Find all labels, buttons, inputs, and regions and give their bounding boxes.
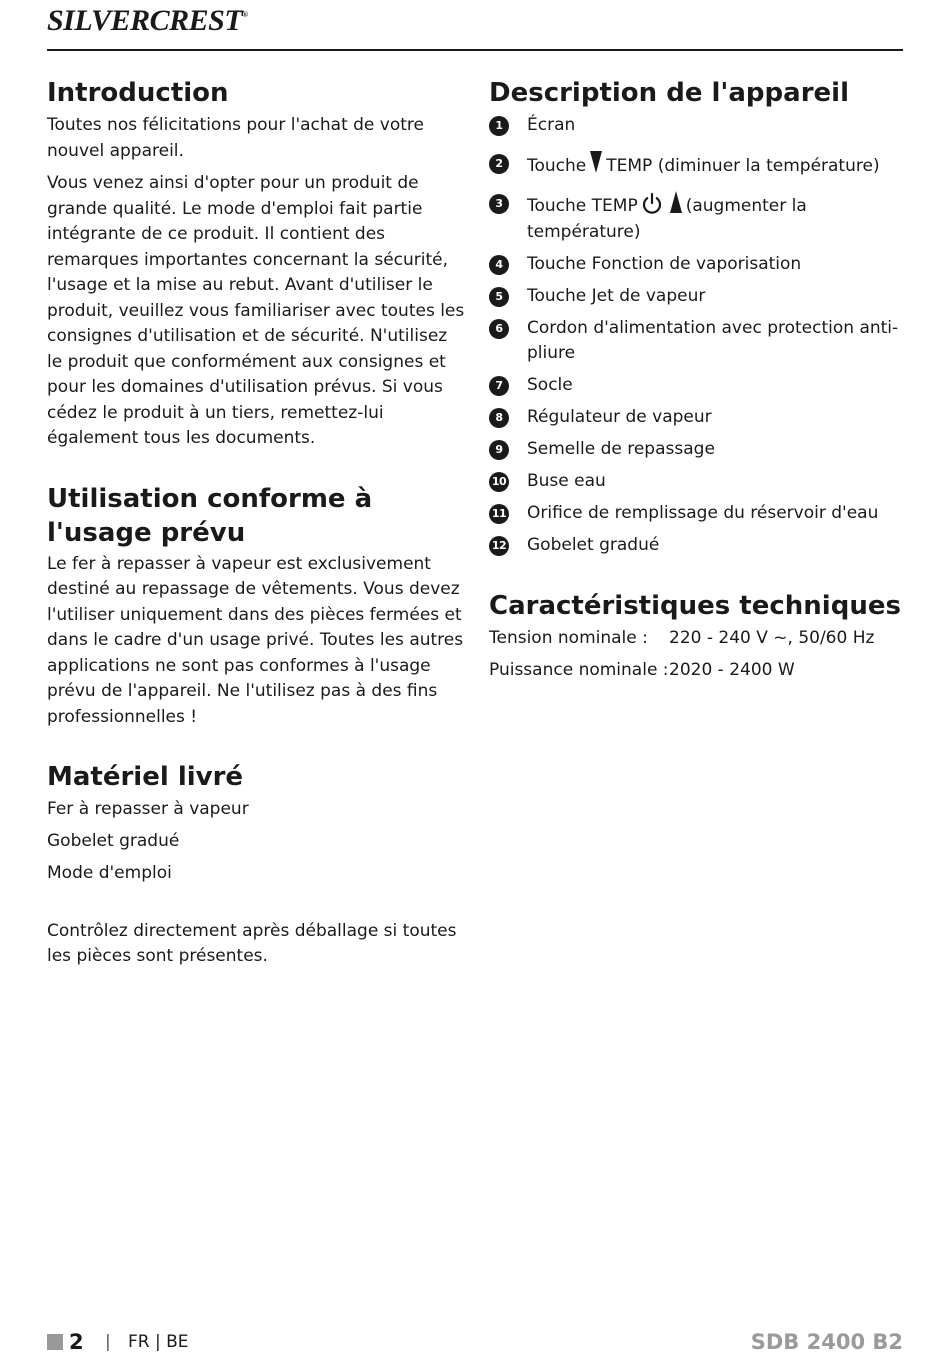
parts-list — [489, 113, 904, 559]
part-number: 1 — [489, 116, 509, 136]
page-number: 2 — [69, 1330, 84, 1354]
part-item — [489, 437, 904, 463]
delivered-item: Gobelet gradué — [47, 831, 180, 851]
part-item — [489, 252, 904, 278]
spec-value: 220 - 240 V ~, 50/60 Hz — [669, 627, 875, 648]
part-label-pre: Touche TEMP — [527, 196, 638, 216]
spec-row — [489, 658, 904, 684]
part-number: 2 — [489, 154, 509, 174]
part-item — [489, 191, 904, 245]
part-item — [489, 373, 904, 399]
spec-label: Puissance nominale : — [489, 659, 669, 680]
part-item — [489, 533, 904, 559]
part-item — [489, 113, 904, 139]
delivered-heading: Matériel livré — [47, 762, 244, 792]
part-label: Orifice de remplissage du réservoir d'eau — [527, 503, 879, 523]
part-label: Gobelet gradué — [527, 535, 660, 555]
part-number: 6 — [489, 319, 509, 339]
part-number: 5 — [489, 287, 509, 307]
part-number: 12 — [489, 536, 509, 556]
part-number: 9 — [489, 440, 509, 460]
brand-name: SILVERCREST — [47, 4, 243, 37]
spec-value: 2020 - 2400 W — [669, 659, 795, 680]
model-number: SDB 2400 B2 — [750, 1330, 903, 1354]
part-label: Buse eau — [527, 471, 606, 491]
part-number: 7 — [489, 376, 509, 396]
spec-label: Tension nominale : — [489, 627, 648, 648]
part-item — [489, 316, 904, 367]
part-number: 8 — [489, 408, 509, 428]
part-label-post: (augmenter la température) — [527, 196, 807, 242]
triangle-down-icon — [590, 151, 602, 173]
part-label: Régulateur de vapeur — [527, 407, 712, 427]
brand-logo — [47, 4, 248, 38]
footer-separator: | — [105, 1332, 111, 1352]
part-item — [489, 501, 904, 527]
part-label: Socle — [527, 375, 573, 395]
part-number: 10 — [489, 472, 509, 492]
registered-mark: ® — [242, 10, 248, 19]
intro-paragraph-2: Vous venez ainsi d'opter pour un produit de grande qualité. Le mode d'emploi fait partie intégrante de ce produit. Il contient des remarques importantes concernant la sécurité, l'usage et la mise au rebut. Avant d'utiliser le produit, veuillez vous familiariser avec toutes les consignes d'utilisation et de sécurité. N'utilisez le produit que conformément aux consignes et pour les domaines d'utilisation prévus. Si vous cédez le produit à un tiers, remettez-lui également tous les documents. — [47, 173, 465, 448]
header-rule — [47, 49, 903, 51]
part-label-pre: Touche — [527, 155, 587, 176]
delivered-note: Contrôlez directement après déballage si toutes les pièces sont présentes. — [47, 920, 457, 966]
part-number: 3 — [489, 194, 509, 214]
part-item — [489, 151, 904, 180]
intro-heading: Introduction — [47, 78, 229, 108]
part-label: Touche Jet de vapeur — [527, 285, 706, 306]
page-footer — [47, 1328, 903, 1356]
part-label: Cordon d'alimentation avec protection anti-pliure — [527, 317, 899, 363]
part-label: Écran — [527, 115, 576, 135]
part-label-post: TEMP (diminuer la température) — [606, 155, 880, 176]
usage-paragraph: Le fer à repasser à vapeur est exclusivement destiné au repassage de vêtements. Vous devez l'utiliser uniquement dans des pièces fermées et dans le cadre d'un usage privé. Toutes les autres applications ne sont pas conformes à l'usage prévu de l'appareil. Ne l'utilisez pas à des fins professionnelles ! — [47, 553, 464, 727]
part-number: 11 — [489, 504, 509, 524]
part-number: 4 — [489, 255, 509, 275]
right-column — [489, 76, 904, 690]
delivered-list — [47, 797, 467, 887]
delivered-item: Mode d'emploi — [47, 863, 172, 883]
part-label: Semelle de repassage — [527, 439, 715, 459]
usage-heading: Utilisation conforme à l'usage prévu — [47, 483, 373, 548]
specs-table — [489, 626, 904, 684]
part-label: Touche Fonction de vaporisation — [527, 253, 802, 274]
specs-heading: Caractéristiques techniques — [489, 590, 901, 621]
left-column — [47, 76, 467, 970]
description-heading: Description de l'appareil — [489, 78, 849, 108]
power-icon — [640, 192, 664, 216]
spec-row — [489, 626, 904, 652]
part-item — [489, 469, 904, 495]
part-item — [489, 284, 904, 310]
part-item — [489, 405, 904, 431]
delivered-item: Fer à repasser à vapeur — [47, 799, 249, 819]
footer-square-mark — [47, 1334, 63, 1350]
footer-language: FR | BE — [128, 1332, 189, 1352]
intro-paragraph-1: Toutes nos félicitations pour l'achat de votre nouvel appareil. — [47, 115, 424, 161]
triangle-up-icon — [670, 191, 682, 213]
